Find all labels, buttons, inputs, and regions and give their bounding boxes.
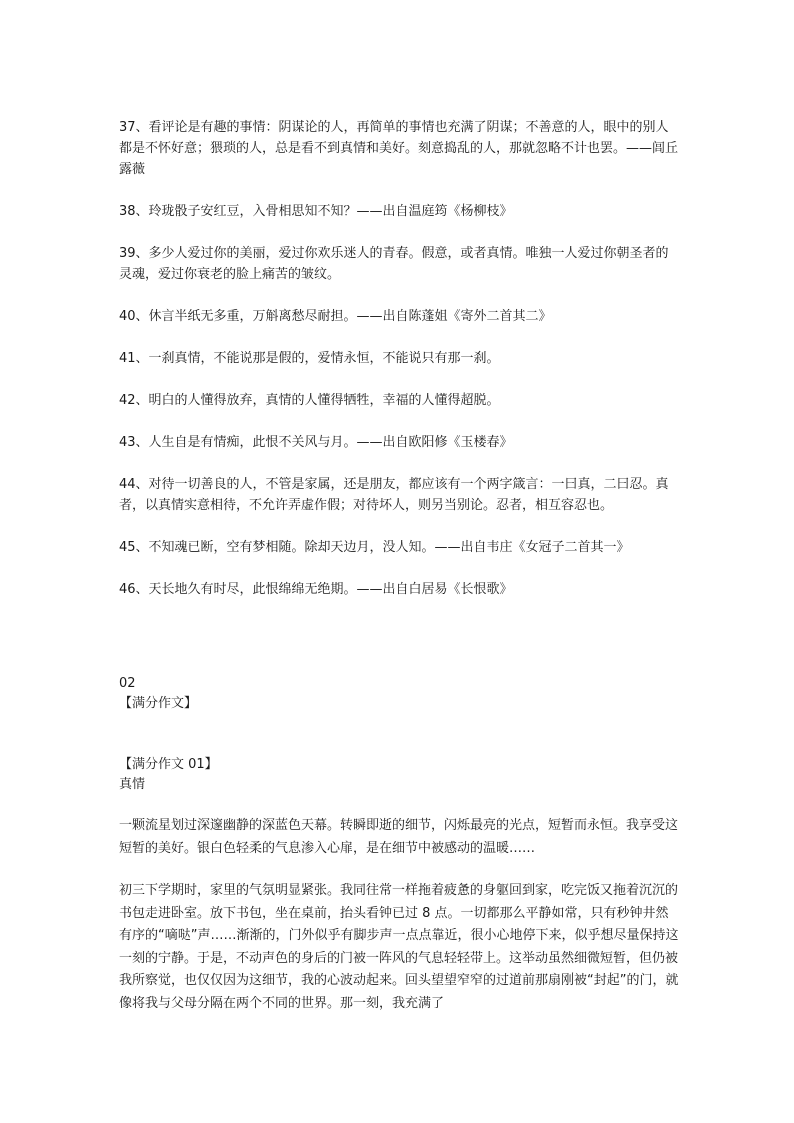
quote-37: 37、看评论是有趣的事情：阴谋论的人，再简单的事情也充满了阴谋；不善意的人，眼中的别人都是不怀好意；猥琐的人，总是看不到真情和美好。刻意捣乱的人，那就忽略不计也罢。——闾丘露薇 <box>119 120 679 177</box>
quote-38: 38、玲珑骰子安红豆，入骨相思知不知？——出自温庭筠《杨柳枝》 <box>119 204 513 219</box>
quote-46: 46、天长地久有时尽，此恨绵绵无绝期。——出自白居易《长恨歌》 <box>119 582 513 597</box>
essay-heading: 【满分作文 01】 <box>119 757 218 772</box>
section-title: 【满分作文】 <box>119 696 198 711</box>
quote-45: 45、不知魂已断，空有梦相随。除却天边月，没人知。——出自韦庄《女冠子二首其一》 <box>119 540 630 555</box>
essay <box>119 755 679 1015</box>
section-number: 02 <box>119 676 136 691</box>
quote-39: 39、多少人爱过你的美丽，爱过你欢乐迷人的青春。假意，或者真情。唯独一人爱过你朝圣者的灵魂，爱过你衰老的脸上痛苦的皱纹。 <box>119 246 669 282</box>
quote-list <box>119 117 679 600</box>
essay-title: 真情 <box>119 777 146 792</box>
essay-paragraph: 一颗流星划过深邃幽静的深蓝色天幕。转瞬即逝的细节，闪烁最亮的光点，短暂而永恒。我享受这短暂的美好。银白色轻柔的气息渗入心扉，是在细节中被感动的温暖…… <box>119 818 679 856</box>
quote-44: 44、对待一切善良的人，不管是家属，还是朋友，都应该有一个两字箴言：一曰真，二曰忍。真者，以真情实意相待，不允许弄虚作假；对待坏人，则另当别论。忍者，相互容忍也。 <box>119 477 669 513</box>
quote-40: 40、休言半纸无多重，万斛离愁尽耐担。——出自陈蓬姐《寄外二首其二》 <box>119 309 552 324</box>
essay-paragraph: 初三下学期时，家里的气氛明显紧张。我同往常一样拖着疲惫的身躯回到家，吃完饭又拖着沉沉的书包走进卧室。放下书包，坐在桌前，抬头看钟已过 8 点。一切都那么平静如常，只有秒钟井然有序的“嘀哒”声……渐渐的，门外似乎有脚步声一点点靠近，很小心地停下来，似乎想尽量保持这一刻的宁静。于是，不动声色的身后的门被一阵风的气息轻轻带上。这举动虽然细微短暂，但仍被我所察觉，也仅仅因为这细节，我的心波动起来。回头望望窄窄的过道前那扇刚被“封起”的门，就像将我与父母分隔在两个不同的世界。那一刻，我充满了 <box>119 883 679 1011</box>
quote-42: 42、明白的人懂得放弃，真情的人懂得牺牲，幸福的人懂得超脱。 <box>119 393 500 408</box>
quote-43: 43、人生自是有情痴，此恨不关风与月。——出自欧阳修《玉楼春》 <box>119 435 513 450</box>
document-page <box>119 117 679 1015</box>
quote-41: 41、一刹真情，不能说那是假的，爱情永恒，不能说只有那一刹。 <box>119 351 500 366</box>
